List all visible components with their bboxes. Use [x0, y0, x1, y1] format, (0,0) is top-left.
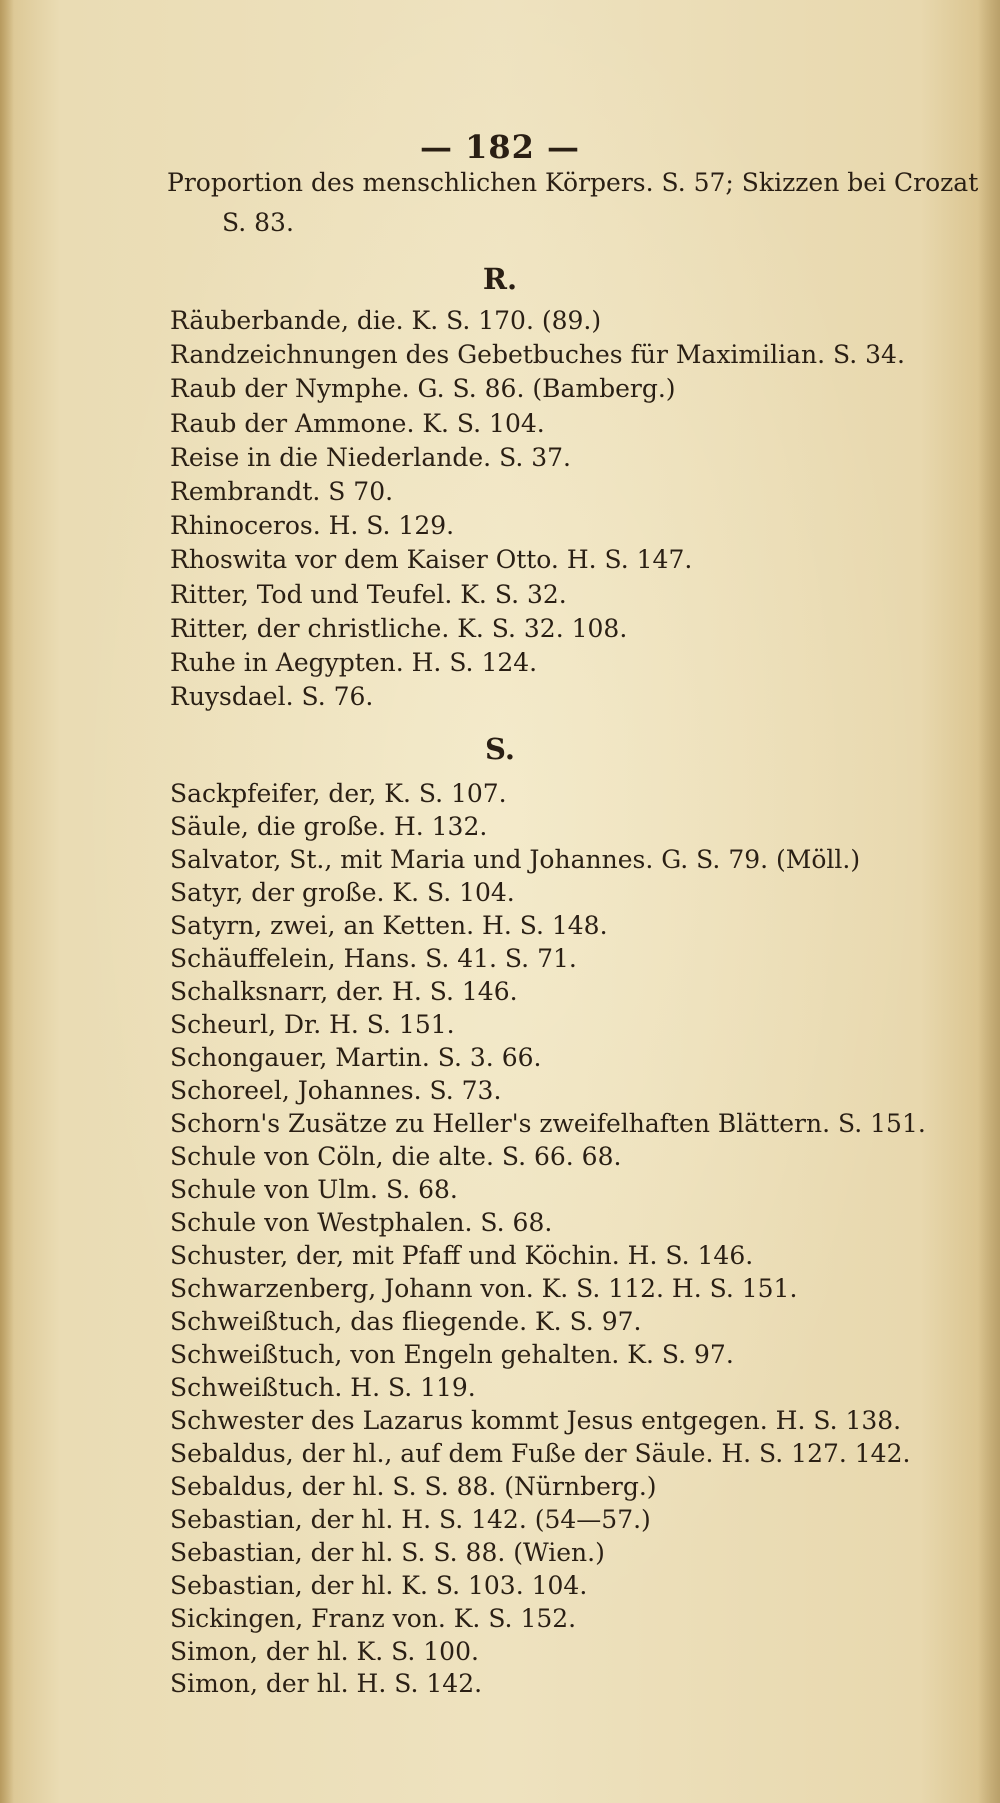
- index-entry: Sickingen, Franz von. K. S. 152.: [170, 1604, 577, 1633]
- index-entry: Säule, die große. H. 132.: [170, 812, 488, 841]
- index-entry: Schongauer, Martin. S. 3. 66.: [170, 1043, 542, 1072]
- index-entry: Rhoswita vor dem Kaiser Otto. H. S. 147.: [170, 545, 693, 574]
- index-entry: Randzeichnungen des Gebetbuches für Maximilian. S. 34.: [170, 340, 905, 369]
- index-entry: Satyr, der große. K. S. 104.: [170, 878, 515, 907]
- index-entry: Schäuffelein, Hans. S. 41. S. 71.: [170, 944, 577, 973]
- index-entry: Räuberbande, die. K. S. 170. (89.): [170, 306, 602, 335]
- index-entry: Ritter, der christliche. K. S. 32. 108.: [170, 614, 628, 643]
- index-entry: Schoreel, Johannes. S. 73.: [170, 1076, 502, 1105]
- index-entry: Schweißtuch, das fliegende. K. S. 97.: [170, 1307, 642, 1336]
- index-entry: Schule von Cöln, die alte. S. 66. 68.: [170, 1142, 622, 1171]
- index-entry: Schweißtuch, von Engeln gehalten. K. S. 97.: [170, 1340, 734, 1369]
- index-entry: Raub der Nymphe. G. S. 86. (Bamberg.): [170, 374, 676, 403]
- index-entry: Schule von Westphalen. S. 68.: [170, 1208, 553, 1237]
- index-entry: Reise in die Niederlande. S. 37.: [170, 443, 571, 472]
- index-entry: Schuster, der, mit Pfaff und Köchin. H. S. 146.: [170, 1241, 754, 1270]
- section-letter-s: S.: [484, 732, 515, 766]
- index-entry: Scheurl, Dr. H. S. 151.: [170, 1010, 455, 1039]
- index-entry: Raub der Ammone. K. S. 104.: [170, 409, 545, 438]
- index-entry: Schwester des Lazarus kommt Jesus entgegen. H. S. 138.: [170, 1406, 902, 1435]
- index-entry: Sebastian, der hl. H. S. 142. (54—57.): [170, 1505, 651, 1534]
- page-number: — 182 —: [419, 128, 581, 166]
- index-entry: Sebaldus, der hl. S. S. 88. (Nürnberg.): [170, 1472, 657, 1501]
- index-entry: Schweißtuch. H. S. 119.: [170, 1373, 476, 1402]
- index-entry: Simon, der hl. H. S. 142.: [170, 1669, 483, 1698]
- index-entry: Sackpfeifer, der, K. S. 107.: [170, 779, 507, 808]
- index-entry: Simon, der hl. K. S. 100.: [170, 1637, 479, 1666]
- index-entry-continuation: S. 83.: [222, 208, 294, 237]
- index-entry: Rembrandt. S 70.: [170, 477, 394, 506]
- index-entry: Rhinoceros. H. S. 129.: [170, 511, 455, 540]
- index-entry: Ruysdael. S. 76.: [170, 682, 374, 711]
- index-entry: Schorn's Zusätze zu Heller's zweifelhaften Blättern. S. 151.: [170, 1109, 926, 1138]
- index-entry: Proportion des menschlichen Körpers. S. 57; Skizzen bei Crozat: [167, 168, 979, 197]
- index-entry: Schalksnarr, der. H. S. 146.: [170, 977, 518, 1006]
- index-entry: Sebastian, der hl. S. S. 88. (Wien.): [170, 1538, 605, 1567]
- index-entry: Schule von Ulm. S. 68.: [170, 1175, 458, 1204]
- index-entry: Ruhe in Aegypten. H. S. 124.: [170, 648, 538, 677]
- index-entry: Ritter, Tod und Teufel. K. S. 32.: [170, 580, 567, 609]
- index-entry: Sebaldus, der hl., auf dem Fuße der Säule. H. S. 127. 142.: [170, 1439, 911, 1468]
- index-entry: Schwarzenberg, Johann von. K. S. 112. H. S. 151.: [170, 1274, 798, 1303]
- index-entry: Salvator, St., mit Maria und Johannes. G. S. 79. (Möll.): [170, 845, 861, 874]
- index-entry: Satyrn, zwei, an Ketten. H. S. 148.: [170, 911, 608, 940]
- index-entry: Sebastian, der hl. K. S. 103. 104.: [170, 1571, 588, 1600]
- section-letter-r: R.: [482, 262, 518, 296]
